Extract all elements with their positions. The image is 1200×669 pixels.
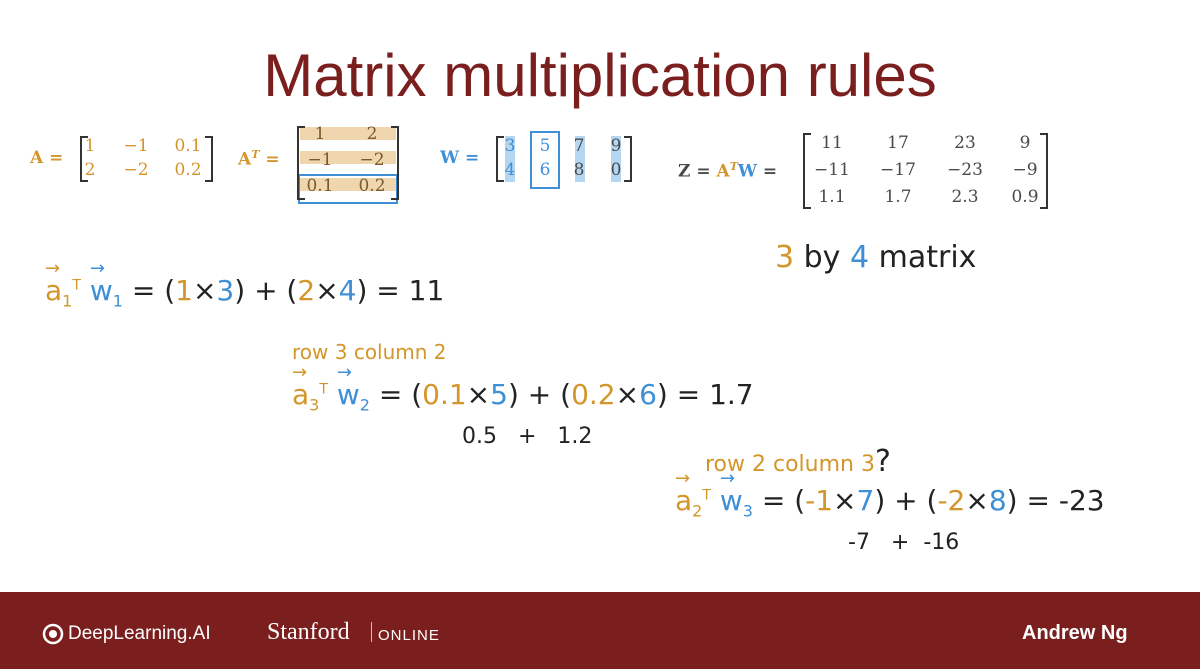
matrix-cell: 0.2 [358, 176, 386, 196]
matrix-cell: −2 [123, 160, 149, 180]
matrix-cell: −1 [307, 150, 333, 170]
vector-w: → $w_1$ [90, 274, 123, 307]
matrix-cell: 0.2 [174, 160, 202, 180]
deeplearning-logo-icon [42, 623, 64, 645]
equation-3: → $a_2^T \to w_3 = (-1\times 7) + (-2\times 8) = -23$ [675, 484, 1105, 521]
matrix-cell: −11 [814, 160, 850, 180]
matrix-cell: 1.7 [884, 187, 912, 207]
matrix-cell: 23 [954, 133, 976, 153]
matrix-cell: 0.1 [306, 176, 334, 196]
matrix-a-label: A = [30, 148, 64, 168]
matrix-cell: 5 [539, 136, 551, 156]
matrix-cell: 17 [887, 133, 909, 153]
vector-w: → $w_3$ [720, 484, 753, 517]
equation-3-partials: -7 + -16 [848, 530, 960, 555]
matrix-cell: −2 [359, 150, 385, 170]
vector-a: → $a_2^T$ [675, 484, 711, 517]
equation-1: → $a_1^T \to w_1 = (1\times 3) + (2\times 4) = 11$ [45, 274, 444, 311]
slide-title: Matrix multiplication rules [263, 42, 937, 109]
matrix-cell: 0.9 [1011, 187, 1039, 207]
matrix-at-label: $A^T$ = [238, 148, 280, 170]
online-text: ONLINE [378, 627, 440, 644]
footer-bar [0, 592, 1200, 669]
matrix-cell: 2.3 [951, 187, 979, 207]
matrix-cell: 8 [573, 160, 585, 180]
deeplearning-logo-text: DeepLearning.AI [68, 623, 211, 644]
matrix-cell: −9 [1012, 160, 1038, 180]
vector-a: → $a_1^T$ [45, 274, 81, 307]
matrix-cell: 9 [610, 136, 622, 156]
matrix-cell: 9 [1019, 133, 1031, 153]
label-row2-col3: row 2 column 3? [705, 444, 891, 479]
matrix-cell: 6 [539, 160, 551, 180]
matrix-w-label: W = [440, 148, 480, 168]
vector-a: → $a_3^T$ [292, 378, 328, 411]
bracket-left [803, 133, 811, 209]
equation-2: → $a_3^T \to w_2 = (0.1\times 5) + (0.2\times 6) = 1.7$ [292, 378, 754, 415]
matrix-cell: −23 [947, 160, 983, 180]
matrix-cell: 11 [821, 133, 843, 153]
author-name: Andrew Ng [1022, 622, 1128, 644]
matrix-cell: −1 [123, 136, 149, 156]
matrix-cell: 1 [84, 136, 96, 156]
matrix-cell: 2 [84, 160, 96, 180]
matrix-cell: 0 [610, 160, 622, 180]
matrix-cell: −17 [880, 160, 916, 180]
matrix-cell: 7 [573, 136, 585, 156]
label-row3-col2: row 3 column 2 [292, 340, 447, 364]
stanford-logo-text: Stanford [267, 619, 350, 645]
logo-divider [371, 622, 372, 642]
equation-2-partials: 0.5 + 1.2 [462, 424, 593, 449]
matrix-cell: 1.1 [818, 187, 846, 207]
matrix-cell: 0.1 [174, 136, 202, 156]
matrix-cell: 4 [504, 160, 516, 180]
matrix-cell: 3 [504, 136, 516, 156]
matrix-cell: 1 [314, 124, 326, 144]
bracket-right [391, 126, 399, 200]
matrix-size-note: 3 by 4 matrix [775, 240, 977, 275]
matrix-cell: 2 [366, 124, 378, 144]
vector-w: → $w_2$ [337, 378, 370, 411]
matrix-z-label: $Z = A^TW$ = [678, 160, 778, 182]
